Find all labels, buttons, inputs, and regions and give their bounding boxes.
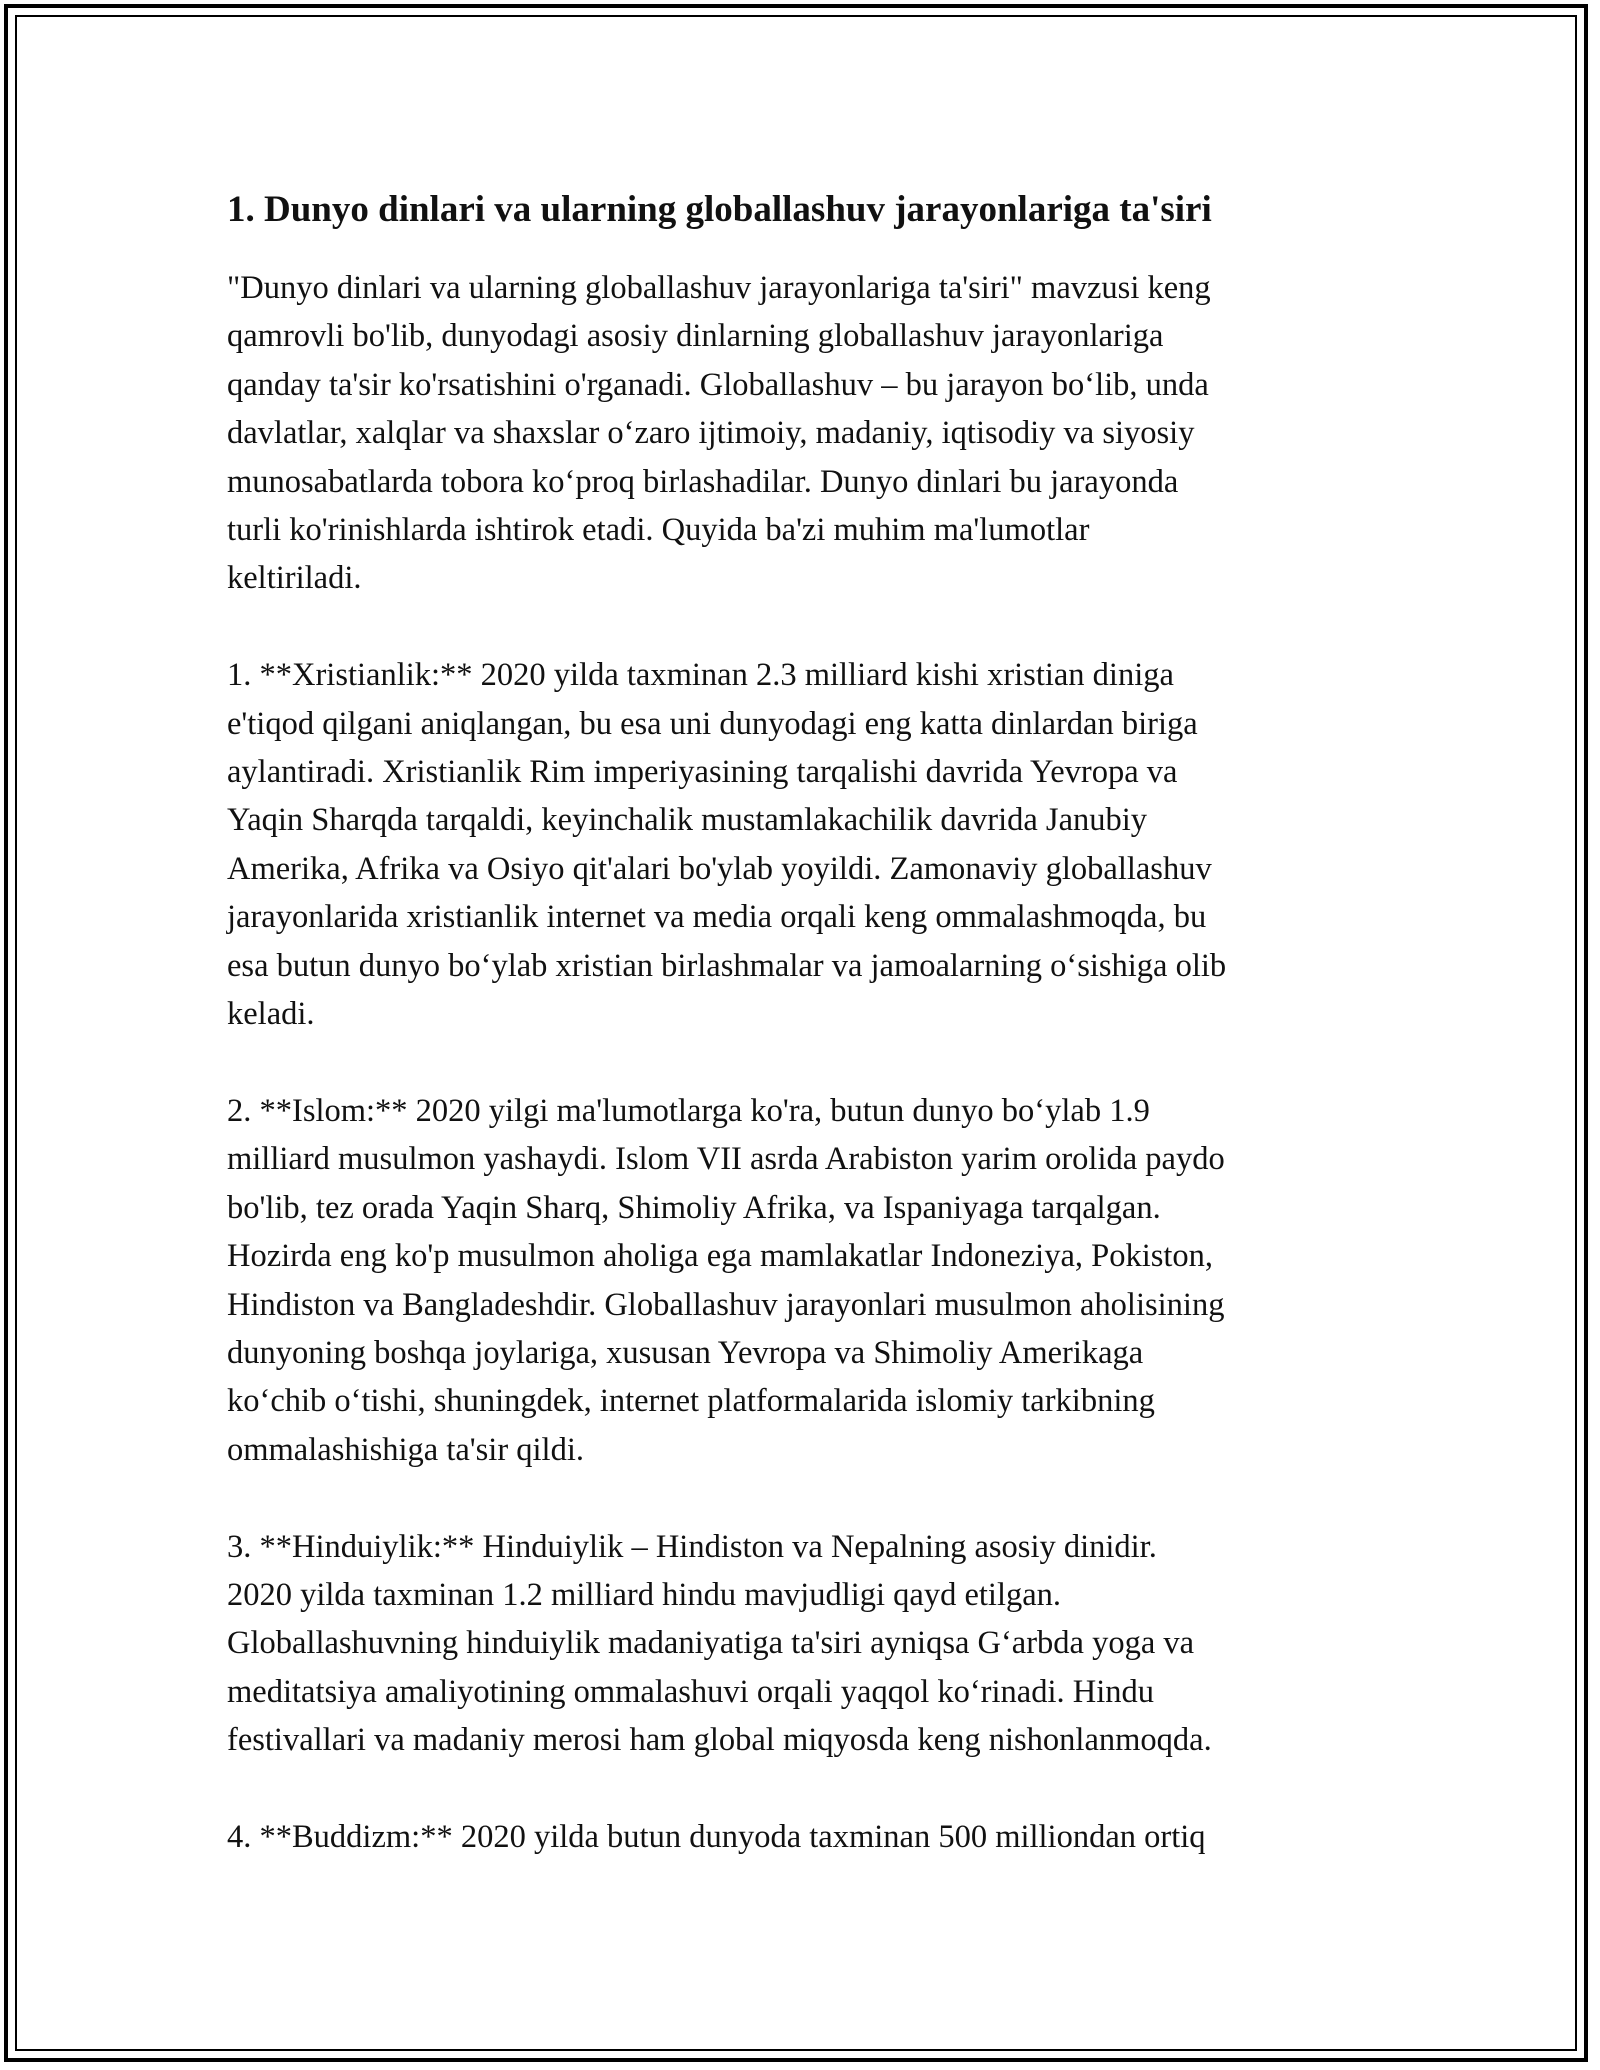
document-title: 1. Dunyo dinlari va ularning globallashuv jarayonlariga ta'siri (227, 189, 1212, 230)
section-buddhism-paragraph: 4. **Buddizm:** 2020 yilda butun dunyoda taxminan 500 milliondan ortiq (227, 1818, 1206, 1855)
section-islam-paragraph: 2. **Islom:** 2020 yilgi ma'lumotlarga ko'ra, butun dunyo bo‘ylab 1.9 milliard musulmon yashaydi. Islom VII asrda Arabiston yarim orolida paydo bo'lib, tez orada Yaqin Sharq, Shimoliy Afrika, va Ispaniyaga tarqalgan. Hozirda eng ko'p musulmon aholiga ega mamlakatlar Indoneziya, Pokiston, Hindiston va Bangladeshdir. Globallashuv jarayonlari musulmon aholisining dunyoning boshqa joylariga, xususan Yevropa va Shimoliy Amerikaga ko‘chib o‘tishi, shuningdek, internet platformalarida islomiy tarkibning ommalashishiga ta'sir qildi. (227, 1092, 1225, 1468)
section-hinduism-paragraph: 3. **Hinduiylik:** Hinduiylik – Hindiston va Nepalning asosiy dinidir. 2020 yilda taxminan 1.2 milliard hindu mavjudligi qayd etilgan. Globallashuvning hinduiylik madaniyatiga ta'siri ayniqsa G‘arbda yoga va meditatsiya amaliyotining ommalashuvi orqali yaqqol ko‘rinadi. Hindu festivallari va madaniy merosi ham global miqyosda keng nishonlanmoqda. (227, 1528, 1212, 1759)
intro-paragraph: "Dunyo dinlari va ularning globallashuv jarayonlariga ta'siri" mavzusi keng qamrovli bo'lib, dunyodagi asosiy dinlarning globallashuv jarayonlariga qanday ta'sir ko'rsatishini o'rganadi. Globallashuv – bu jarayon bo‘lib, unda davlatlar, xalqlar va shaxslar o‘zaro ijtimoiy, madaniy, iqtisodiy va siyosiy munosabatlarda tobora ko‘proq birlashadilar. Dunyo dinlari bu jarayonda turli ko'rinishlarda ishtirok etadi. Quyida ba'zi muhim ma'lumotlar keltiriladi. (227, 270, 1211, 597)
section-christianity-paragraph: 1. **Xristianlik:** 2020 yilda taxminan 2.3 milliard kishi xristian diniga e'tiqod qilgani aniqlangan, bu esa uni dunyodagi eng katta dinlardan biriga aylantiradi. Xristianlik Rim imperiyasining tarqalishi davrida Yevropa va Yaqin Sharqda tarqaldi, keyinchalik mustamlakachilik davrida Janubiy Amerika, Afrika va Osiyo qit'alari bo'ylab yoyildi. Zamonaviy globallashuv jarayonlarida xristianlik internet va media orqali keng ommalashmoqda, bu esa butun dunyo bo‘ylab xristian birlashmalar va jamoalarning o‘sishiga olib keladi. (227, 657, 1227, 1033)
document-body (227, 186, 1377, 1861)
